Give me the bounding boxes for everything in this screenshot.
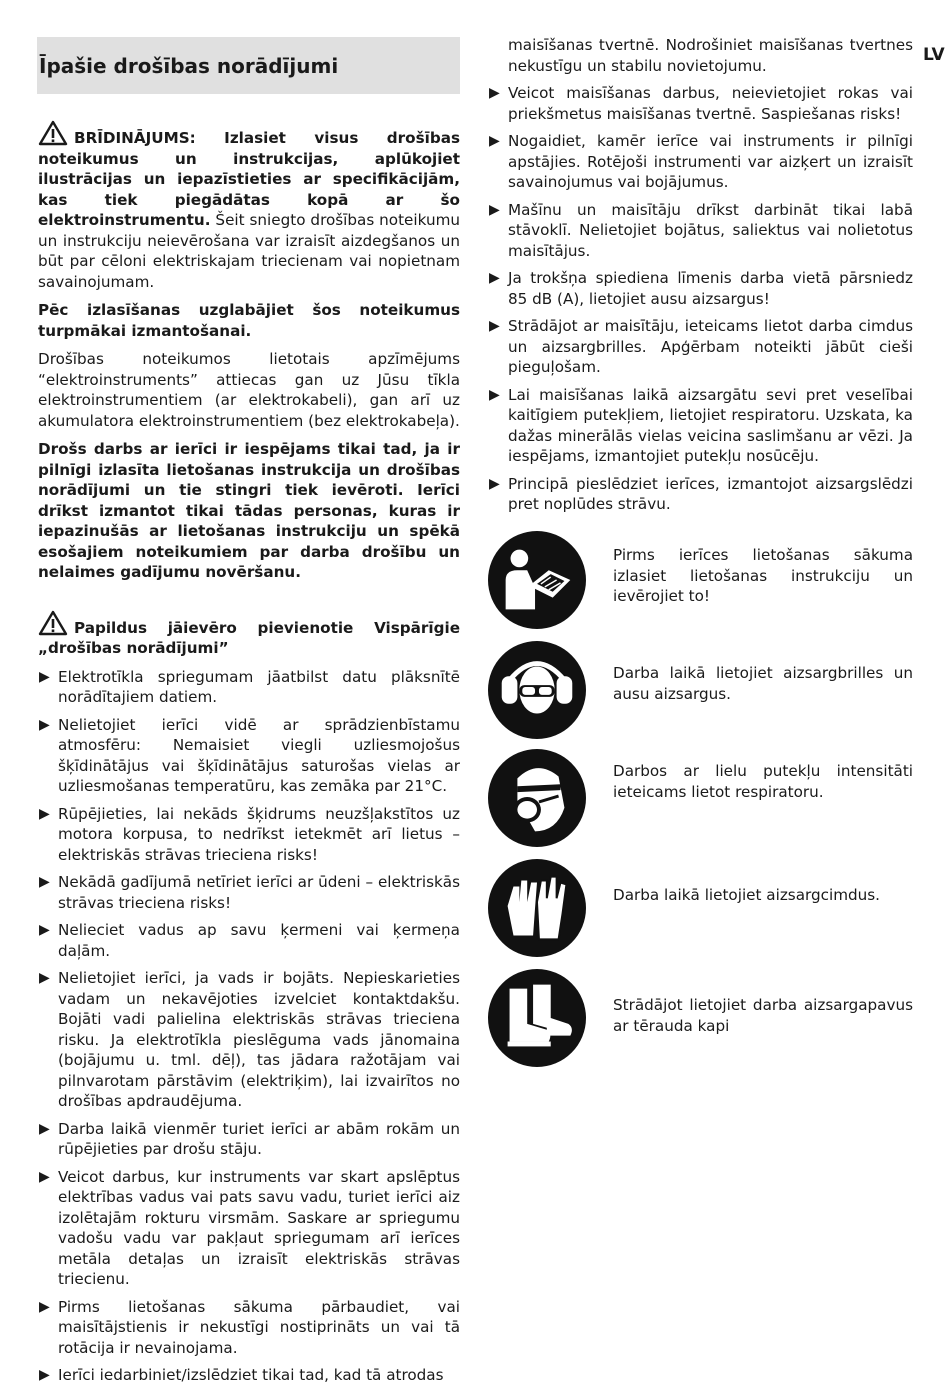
bullet-text: Nelietojiet ierīci, ja vads ir bojāts. Nepieskarieties vadam un nekavējoties izvelciet kontaktdakšu. Bojāti vadi palielina elektriskās strāvas trieciena risku. Ja elektrotīkla pieslēguma vads jānomaina (bojājumu u. tml. dēļ), tas jādara ražotājam vai pilnvarotam pārstāvim (elektriķim), lai izvairītos no drošības apdraudējuma. [58, 969, 460, 1110]
bullet-item [488, 131, 913, 193]
bullet-item [38, 1119, 460, 1160]
bullet-arrow-icon: ▶ [489, 133, 500, 149]
bullet-arrow-icon: ▶ [39, 970, 50, 986]
bullet-text: Nekādā gadījumā netīriet ierīci ar ūdeni – elektriskās strāvas trieciena risks! [58, 873, 460, 912]
bullet-text: Lai maisīšanas laikā aizsargātu sevi pret veselībai kaitīgiem putekļiem, lietojiet respiratoru. Uzskata, ka dažas minerālās vielas veicina saslimšanu ar vēzi. Ja iespējams, izmantojiet putekļu nosūcēju. [508, 385, 913, 465]
bullet-item [488, 200, 913, 262]
bullet-text: Pirms lietošanas sākuma pārbaudiet, vai maisītājstienis ir nekustīgi nostiprināts un vai tā rotācija ir nevainojama. [58, 1297, 460, 1357]
warning-normal-text: Šeit sniegto drošības noteikumu un instrukciju neievērošana var izraisīt aizdegšanos un būt par cēloni elektriskajam triecienam vai nopietnam savainojumam. [38, 211, 460, 291]
right-bullet-list [488, 83, 913, 515]
bullet-arrow-icon: ▶ [489, 318, 500, 334]
bullet-item [38, 968, 460, 1112]
bullet-text: Nogaidiet, kamēr ierīce vai instruments ir pilnīgi apstājies. Rotējoši instrumenti var aizķert un izraisīt savainojumus vai bojājumus. [508, 132, 913, 191]
pictogram-text: Darba laikā lietojiet aizsargbrilles un ausu aizsargus. [613, 664, 913, 703]
bullet-text: Veicot maisīšanas darbus, neievietojiet rokas vai priekšmetus maisīšanas tvertnē. Saspiešanas risks! [508, 84, 913, 123]
bullet-text: Principā pieslēdziet ierīces, izmantojot aizsargslēdzi pret noplūdes strāvu. [508, 474, 913, 513]
bullet-text: Veicot darbus, kur instruments var skart apslēptus elektrības vadus vai pats savu vadu, turiet ierīci aiz izolētajām rokturu virsmām. Saskare ar spriegumu vadošu vadu var pakļaut spriegumam arī ierīces metāla detaļas un izraisīt elektriskās strāvas triecienu. [58, 1167, 460, 1288]
pictogram-row [488, 969, 918, 1079]
warning-bold-text: BRĪDINĀJUMS: Izlasiet visus drošības noteikumus un instrukcijas, aplūkojiet ilustrācijas un iepazīstieties ar specifikācijām, kas tiek piegādātas kopā ar šo elektroinstrumentu. [38, 129, 460, 229]
bullet-item [488, 385, 913, 467]
bullet-arrow-icon: ▶ [39, 922, 50, 938]
read-manual-icon [488, 531, 586, 629]
warning-triangle-icon [38, 120, 68, 146]
bullet-item [38, 1365, 460, 1386]
bullet-arrow-icon: ▶ [39, 716, 50, 733]
bullet-item [38, 920, 460, 961]
bullet-item [488, 316, 913, 378]
goggles-ear-protection-icon [488, 641, 586, 739]
additional-warning: Papildus jāievēro pievienotie Vispārīgie „drošības norādījumi” [38, 610, 460, 659]
gloves-icon [488, 859, 586, 957]
keep-instructions-text: Pēc izlasīšanas uzglabājiet šos noteikumus turpmākai izmantošanai. [38, 301, 460, 340]
bullet-arrow-icon: ▶ [39, 805, 50, 822]
left-bullet-list [38, 667, 460, 1386]
warning-paragraph [38, 120, 460, 292]
safety-boots-icon [488, 969, 586, 1067]
bullet-item [38, 872, 460, 913]
bullet-arrow-icon: ▶ [39, 1367, 50, 1383]
bullet-item [488, 474, 913, 515]
warning-triangle-icon [38, 610, 68, 636]
bullet-item [38, 715, 460, 797]
bullet-text: Nelieciet vadus ap savu ķermeni vai ķermeņa daļām. [58, 921, 460, 960]
bullet-item [38, 1167, 460, 1290]
pictogram-row [488, 531, 918, 641]
bullet-arrow-icon: ▶ [39, 668, 50, 685]
bullet-item [38, 804, 460, 866]
pictogram-row [488, 749, 918, 859]
bullet-arrow-icon: ▶ [39, 1168, 50, 1185]
pictogram-text: Darbos ar lielu putekļu intensitāti ieteicams lietot respiratoru. [613, 762, 913, 801]
bullet-arrow-icon: ▶ [489, 270, 500, 286]
bullet-arrow-icon: ▶ [489, 201, 500, 218]
bullet-arrow-icon: ▶ [39, 874, 50, 890]
language-code: LV [923, 45, 945, 65]
bullet-text: Mašīnu un maisītāju drīkst darbināt tikai labā stāvoklī. Nelietojiet bojātus, saliektus vai nolietotus maisītājus. [508, 200, 913, 260]
bullet-item [38, 667, 460, 708]
bullet-arrow-icon: ▶ [39, 1120, 50, 1137]
bullet-text: Ierīci iedarbiniet/izslēdziet tikai tad, kad tā atrodas [58, 1366, 444, 1384]
pictogram-text: Pirms ierīces lietošanas sākuma izlasiet lietošanas instrukciju un ievērojiet to! [613, 546, 913, 605]
bullet-item [488, 268, 913, 309]
pictogram-row [488, 641, 918, 751]
left-column [38, 120, 460, 1393]
bullet-item [488, 83, 913, 124]
bullet-text: Nelietojiet ierīci vidē ar sprādzienbīstamu atmosfēru: Nemaisiet viegli uzliesmojošus šķīdinātājus vai šķīdinātājus saturošas vielas ar uzliesmošanas temperatūru, kas zemāka par 21°C. [58, 715, 460, 795]
bullet-text: Rūpējieties, lai nekāds šķidrums neuzšļakstītos uz motora korpusa, to nedrīkst ietekmēt arī lietus – elektriskās strāvas trieciena risks! [58, 804, 460, 864]
section-header [37, 37, 460, 94]
term-definition-text: Drošības noteikumos lietotais apzīmējums “elektroinstruments” attiecas gan uz Jūsu tīkla elektroinstrumentiem (ar elektrokabeli), gan arī uz akumulatora elektroinstrumentiem (bez elektrokabeļa). [38, 350, 460, 430]
page-title: Īpašie drošības norādījumi [39, 54, 339, 78]
safe-work-text: Drošs darbs ar ierīci ir iespējams tikai tad, ja ir pilnīgi izlasīta lietošanas instrukcija un drošības norādījumi un tie stingri tiek ievēroti. Ierīci drīkst izmantot tikai tādas personas, kuras ir iepazinušās ar lietošanas instrukciju un spēkā esošajiem noteikumiem par darba drošību un nelaimes gadījumu novēršanu. [38, 440, 460, 581]
bullet-item [38, 1297, 460, 1359]
respirator-icon [488, 749, 586, 847]
pictogram-row [488, 859, 918, 969]
pictogram-text: Strādājot lietojiet darba aizsargapavus ar tērauda kapi [613, 996, 913, 1035]
bullet-arrow-icon: ▶ [39, 1298, 50, 1315]
bullet-text: Darba laikā vienmēr turiet ierīci ar abām rokām un rūpējieties par drošu stāju. [58, 1119, 460, 1158]
bullet-arrow-icon: ▶ [489, 85, 500, 101]
bullet-arrow-icon: ▶ [489, 386, 500, 403]
bullet-arrow-icon: ▶ [489, 475, 500, 492]
right-column [488, 35, 913, 522]
bullet-text: Elektrotīkla spriegumam jāatbilst datu plāksnītē norādītajiem datiem. [58, 667, 460, 706]
continued-bullet-text: maisīšanas tvertnē. Nodrošiniet maisīšanas tvertnes nekustīgu un stabilu novietojumu. [508, 36, 913, 75]
pictogram-text: Darba laikā lietojiet aizsargcimdus. [613, 886, 880, 904]
bullet-text: Ja trokšņa spiediena līmenis darba vietā pārsniedz 85 dB (A), lietojiet ausu aizsargus! [508, 269, 913, 308]
bullet-text: Strādājot ar maisītāju, ieteicams lietot darba cimdus un aizsargbrilles. Apģērbam noteikti jābūt cieši pieguļošam. [508, 317, 913, 376]
